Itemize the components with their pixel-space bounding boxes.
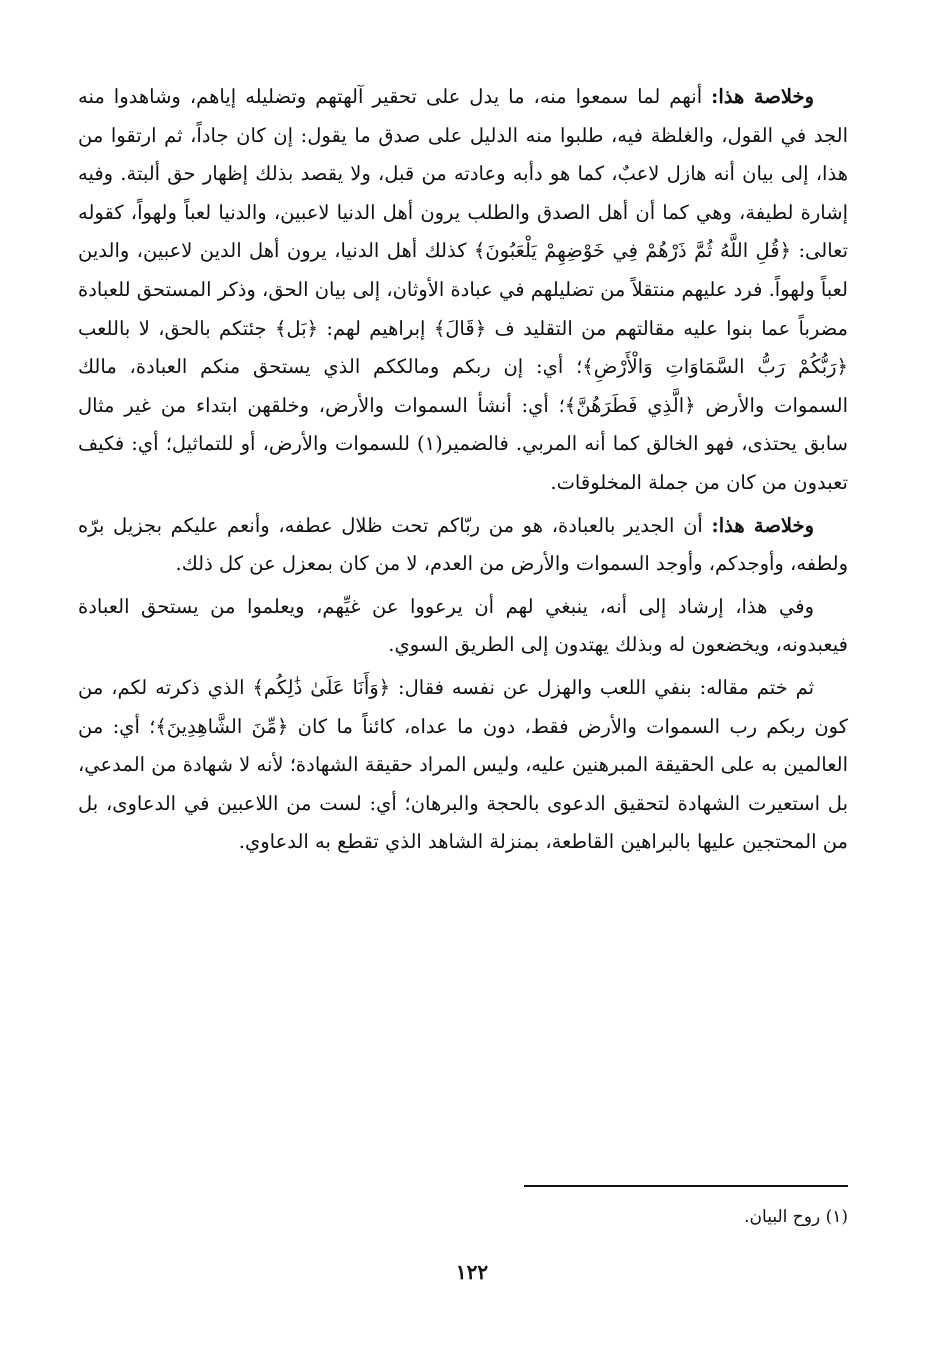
footnote-divider — [524, 1185, 848, 1187]
paragraph-3-text: وفي هذا، إرشاد إلى أنه، ينبغي لهم أن يرعووا عن غيِّهم، ويعلموا من يستحق العبادة فيعبدونه، ويخضعون له وبذلك يهتدون إلى الطريق السوي. — [78, 594, 848, 657]
page-number: ١٢٢ — [455, 1260, 489, 1284]
paragraph-1-text: أنهم لما سمعوا منه، ما يدل على تحقير آلهتهم وتضليله إياهم، وشاهدوا منه الجد في القول، والغلظة فيه، طلبوا منه الدليل على صدق ما يقول: إن كان جاداً، ثم ارتقوا من هذا، إلى بيان أنه هازل لاعبٌ، كما هو دأبه وعادته من قبل، ولا يقصد بذلك إظهار حق ألبتة. وفيه إشارة لطيفة، وهي كما أن أهل الصدق والطلب يرون أهل الدنيا لاعبين، والدنيا لعباً ولهواً، كقوله تعالى: ﴿قُلِ اللَّهُ ثُمَّ ذَرْهُمْ فِي خَوْضِهِمْ يَلْعَبُونَ﴾ كذلك أهل الدنيا، يرون أهل الدين لاعبين، والدين لعباً ولهواً. فرد عليهم منتقلاً من تضليلهم في عبادة الأوثان، إلى بيان الحق، وذكر المستحق للعبادة مضرباً عما بنوا عليه مقالتهم من التقليد ف ﴿قَالَ﴾ إبراهيم لهم: ﴿بَل﴾ جئتكم بالحق، لا باللعب ﴿رَبُّكُمْ رَبُّ السَّمَاوَاتِ وَالْأَرْضِ﴾؛ أي: إن ربكم ومالككم الذي يستحق منكم العبادة، مالك السموات والأرض ﴿الَّذِي فَطَرَهُنَّ﴾؛ أي: أنشأ السموات والأرض، وخلقهن ابتداء من غير مثال سابق يحتذى، فهو الخالق كما أنه المربي. فالضمير(١) للسموات والأرض، أو للتماثيل؛ أي: فكيف تعبدون من كان من جملة المخلوقات. — [78, 85, 848, 494]
paragraph-1 — [78, 78, 848, 503]
paragraph-4 — [78, 669, 848, 862]
paragraph-2-lead: وخلاصة هذا: — [711, 513, 814, 537]
paragraph-1-lead: وخلاصة هذا: — [711, 85, 814, 108]
footnote: (١) روح البيان. — [744, 1207, 848, 1227]
page-body — [78, 78, 848, 862]
paragraph-3 — [78, 588, 848, 665]
paragraph-2 — [78, 507, 848, 584]
paragraph-2-text: أن الجدير بالعبادة، هو من ربّاكم تحت ظلال عطفه، وأنعم عليكم بجزيل برّه ولطفه، وأوجدكم، وأوجد السموات والأرض من العدم، لا من كان بمعزل عن كل ذلك. — [78, 513, 848, 576]
paragraph-4-text: ثم ختم مقاله: بنفي اللعب والهزل عن نفسه فقال: ﴿وَأَنَا عَلَىٰ ذَٰلِكُم﴾ الذي ذكرته لكم، من كون ربكم رب السموات والأرض فقط، دون ما عداه، كائناً ما كان ﴿مِّنَ الشَّاهِدِينَ﴾؛ أي: من العالمين به على الحقيقة المبرهنين عليه، وليس المراد حقيقة الشهادة؛ لأنه لا شهادة من المدعي، بل استعيرت الشهادة لتحقيق الدعوى بالحجة والبرهان؛ أي: لست من اللاعبين في الدعاوى، بل من المحتجين عليها بالبراهين القاطعة، بمنزلة الشاهد الذي تقطع به الدعاوي. — [78, 675, 848, 854]
